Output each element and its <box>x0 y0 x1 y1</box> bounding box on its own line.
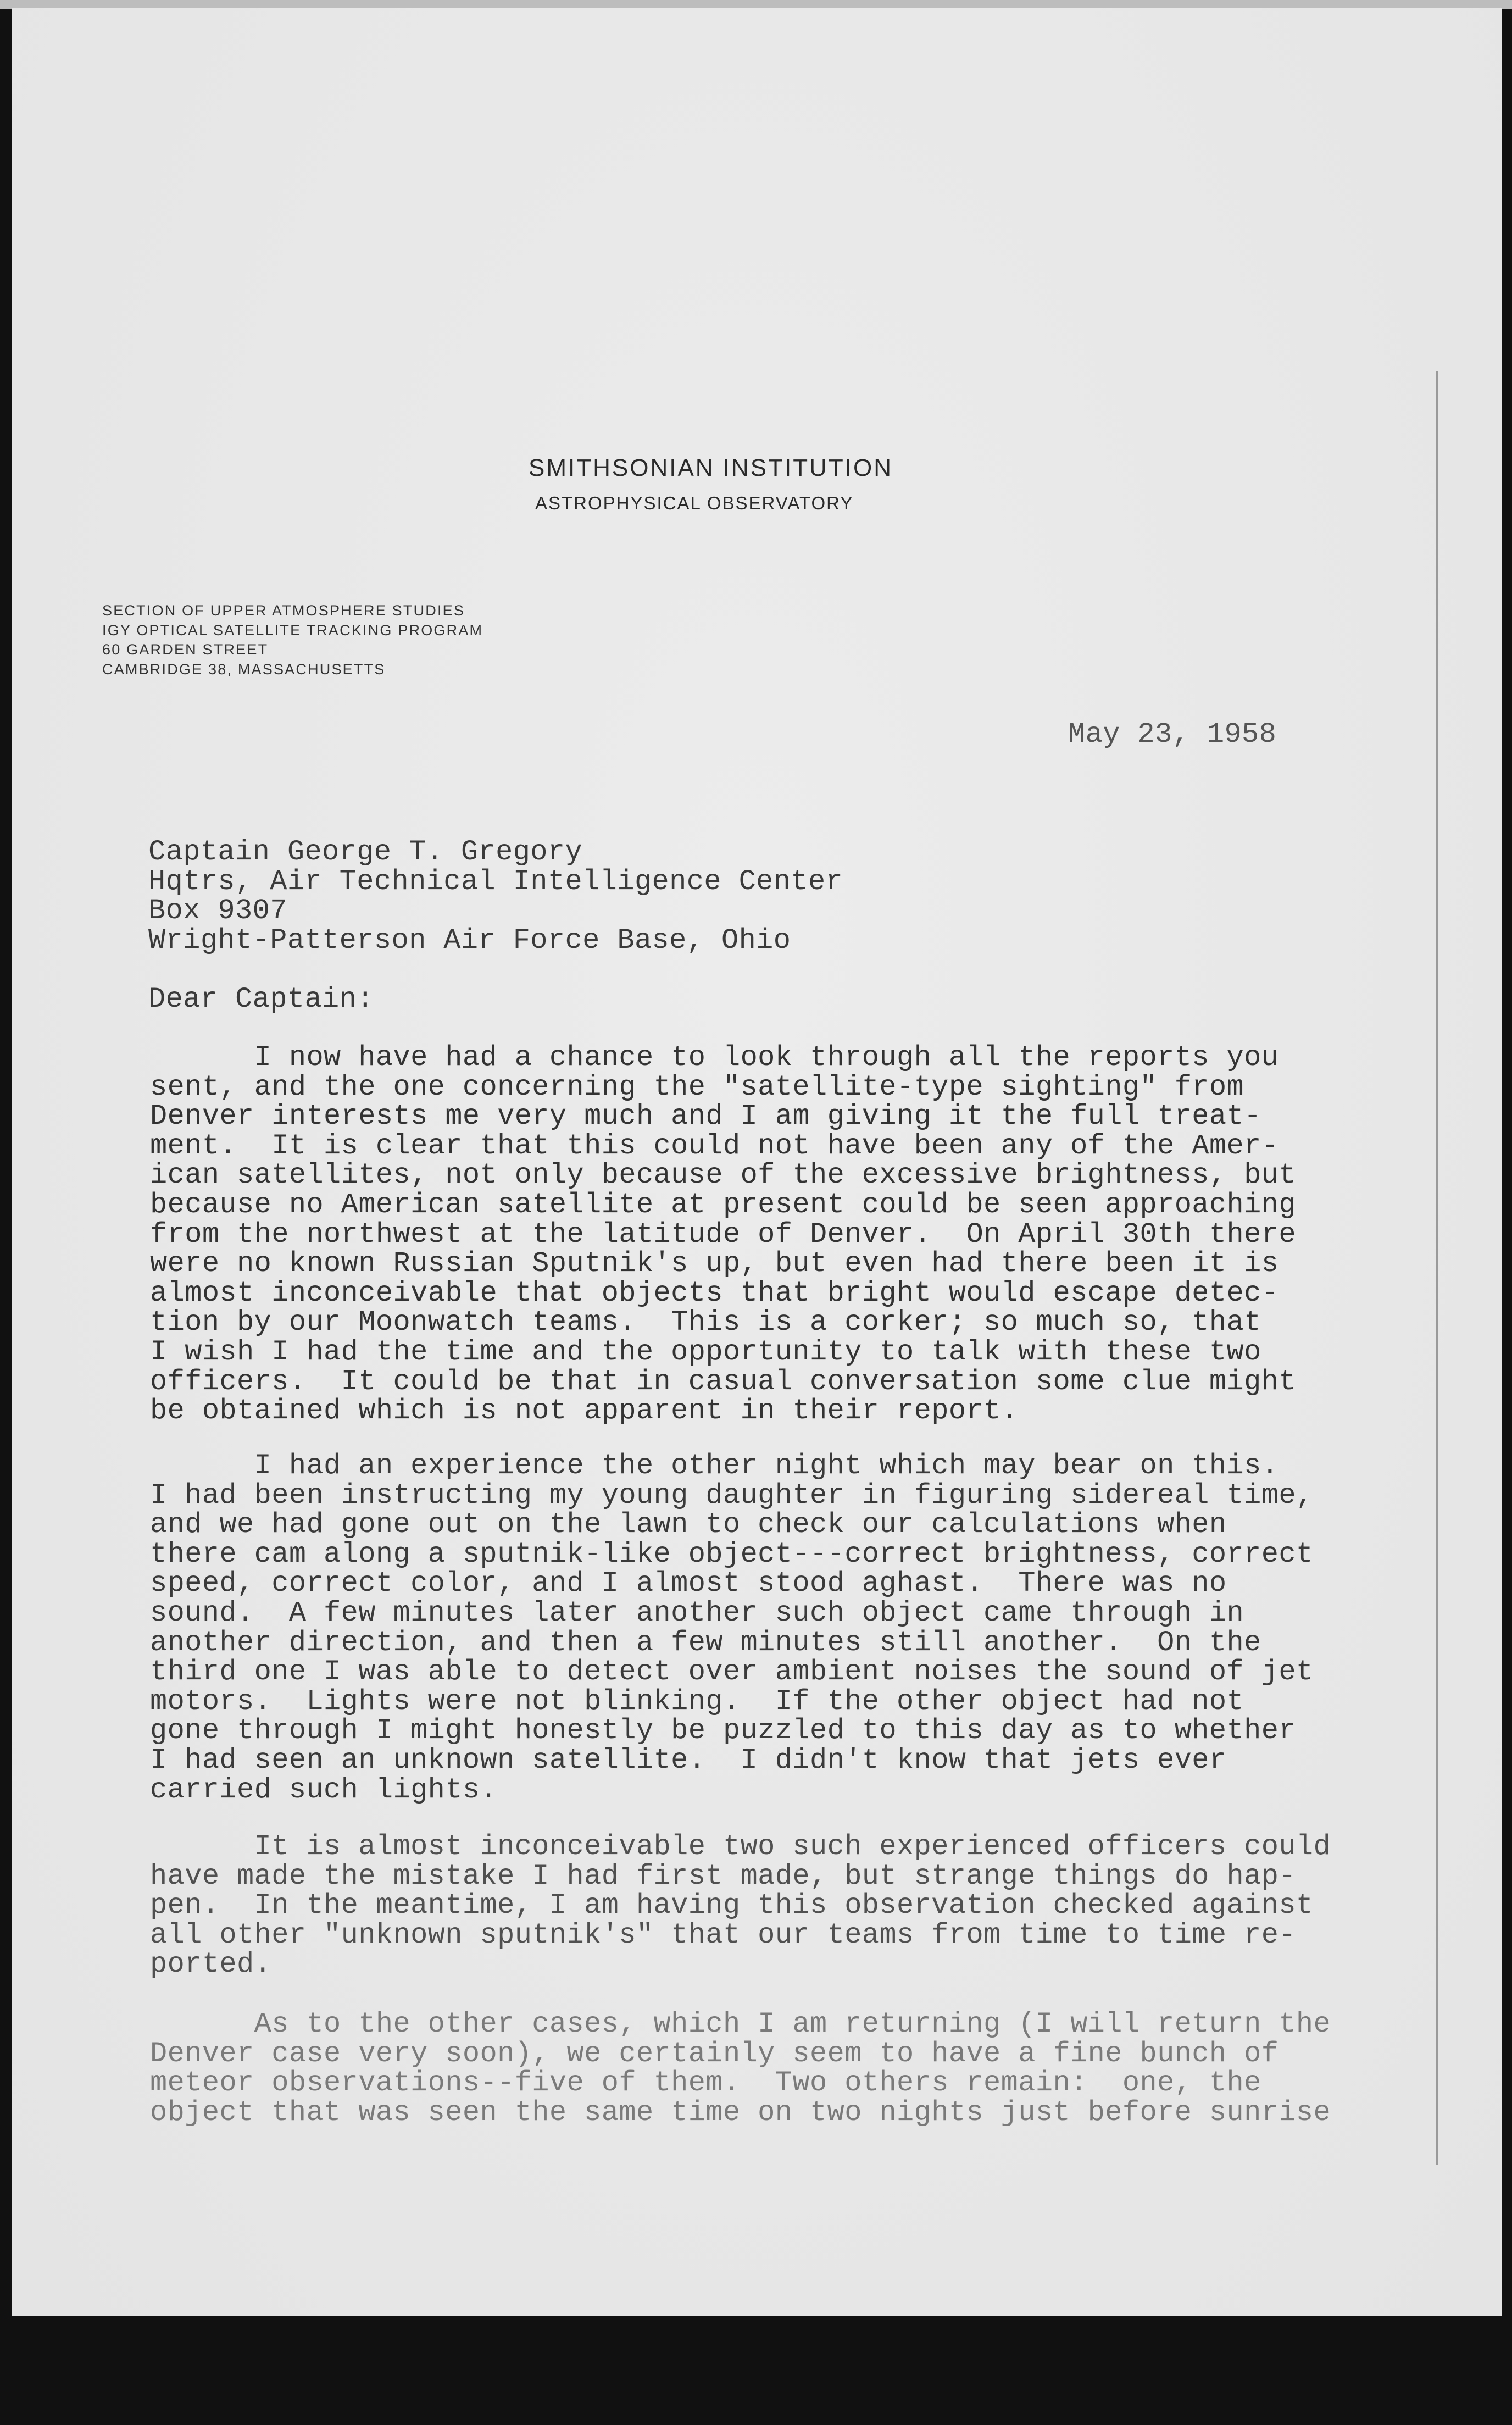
paragraph-line: I had seen an unknown satellite. I didn't know that jets ever <box>150 1744 1227 1777</box>
body-paragraph <box>150 1832 1331 1979</box>
paragraph-line: I had an experience the other night which may bear on this. <box>150 1450 1279 1482</box>
paragraph-line: ican satellites, not only because of the excessive brightness, but <box>150 1159 1296 1192</box>
section-line: CAMBRIDGE 38, MASSACHUSETTS <box>102 661 386 678</box>
paragraph-line: ported. <box>150 1948 272 1981</box>
address-line: Wright-Patterson Air Force Base, Ohio <box>148 924 791 957</box>
margin-line <box>1436 371 1438 2165</box>
letter-date: May 23, 1958 <box>1068 718 1277 751</box>
paragraph-line: object that was seen the same time on two nights just before sunrise <box>150 2096 1331 2129</box>
paragraph-line: and we had gone out on the lawn to check our calculations when <box>150 1508 1227 1541</box>
paragraph-line: were no known Russian Sputnik's up, but even had there been it is <box>150 1247 1279 1280</box>
paragraph-line: gone through I might honestly be puzzled to this day as to whether <box>150 1714 1296 1747</box>
salutation: Dear Captain: <box>148 983 374 1015</box>
paragraph-line: almost inconceivable that objects that bright would escape detec- <box>150 1277 1279 1309</box>
paragraph-line: all other "unknown sputnik's" that our teams from time to time re- <box>150 1918 1296 1951</box>
section-line: IGY OPTICAL SATELLITE TRACKING PROGRAM <box>102 621 483 639</box>
section-line: SECTION OF UPPER ATMOSPHERE STUDIES <box>102 602 465 619</box>
paragraph-line: motors. Lights were not blinking. If the other object had not <box>150 1685 1244 1718</box>
paragraph-line: sound. A few minutes later another such object came through in <box>150 1596 1244 1629</box>
paragraph-line: because no American satellite at present could be seen approaching <box>150 1188 1296 1221</box>
paragraph-line: meteor observations--five of them. Two others remain: one, the <box>150 2067 1261 2100</box>
paragraph-line: sent, and the one concerning the "satellite-type sighting" from <box>150 1070 1244 1103</box>
paragraph-line: third one I was able to detect over ambient noises the sound of jet <box>150 1656 1314 1689</box>
address-line: Captain George T. Gregory <box>148 836 583 868</box>
letterhead-observatory: ASTROPHYSICAL OBSERVATORY <box>535 493 854 513</box>
paragraph-line: officers. It could be that in casual conversation some clue might <box>150 1365 1296 1398</box>
paragraph-line: I wish I had the time and the opportunity to talk with these two <box>150 1335 1261 1368</box>
body-paragraph <box>150 2010 1331 2127</box>
paragraph-line: As to the other cases, which I am returning (I will return the <box>150 2008 1331 2040</box>
paragraph-line: from the northwest at the latitude of Denver. On April 30th there <box>150 1218 1296 1251</box>
paragraph-line: speed, correct color, and I almost stood aghast. There was no <box>150 1567 1227 1600</box>
paragraph-line: another direction, and then a few minutes still another. On the <box>150 1626 1261 1659</box>
paragraph-line: be obtained which is not apparent in their report. <box>150 1395 1019 1428</box>
paragraph-line: pen. In the meantime, I am having this observation checked against <box>150 1889 1314 1922</box>
body-paragraph <box>150 1043 1296 1426</box>
paragraph-line: Denver case very soon), we certainly seem to have a fine bunch of <box>150 2037 1279 2070</box>
paragraph-line: I had been instructing my young daughter in figuring sidereal time, <box>150 1479 1314 1512</box>
letterhead-section-block <box>102 601 483 679</box>
paragraph-line: tion by our Moonwatch teams. This is a corker; so much so, that <box>150 1306 1261 1339</box>
section-line: 60 GARDEN STREET <box>102 641 269 658</box>
recipient-address <box>148 837 843 955</box>
paragraph-line: have made the mistake I had first made, but strange things do hap- <box>150 1860 1296 1893</box>
letterhead-institution: SMITHSONIAN INSTITUTION <box>529 454 893 481</box>
paragraph-line: It is almost inconceivable two such experienced officers could <box>150 1830 1331 1863</box>
body-paragraph <box>150 1451 1314 1805</box>
paragraph-line: I now have had a chance to look through all the reports you <box>150 1041 1279 1074</box>
paragraph-line: there cam along a sputnik-like object---correct brightness, correct <box>150 1538 1314 1571</box>
paragraph-line: Denver interests me very much and I am giving it the full treat- <box>150 1100 1261 1133</box>
paragraph-line: ment. It is clear that this could not have been any of the Amer- <box>150 1129 1279 1162</box>
paragraph-line: carried such lights. <box>150 1773 498 1806</box>
address-line: Hqtrs, Air Technical Intelligence Center <box>148 865 843 898</box>
address-line: Box 9307 <box>148 895 287 928</box>
